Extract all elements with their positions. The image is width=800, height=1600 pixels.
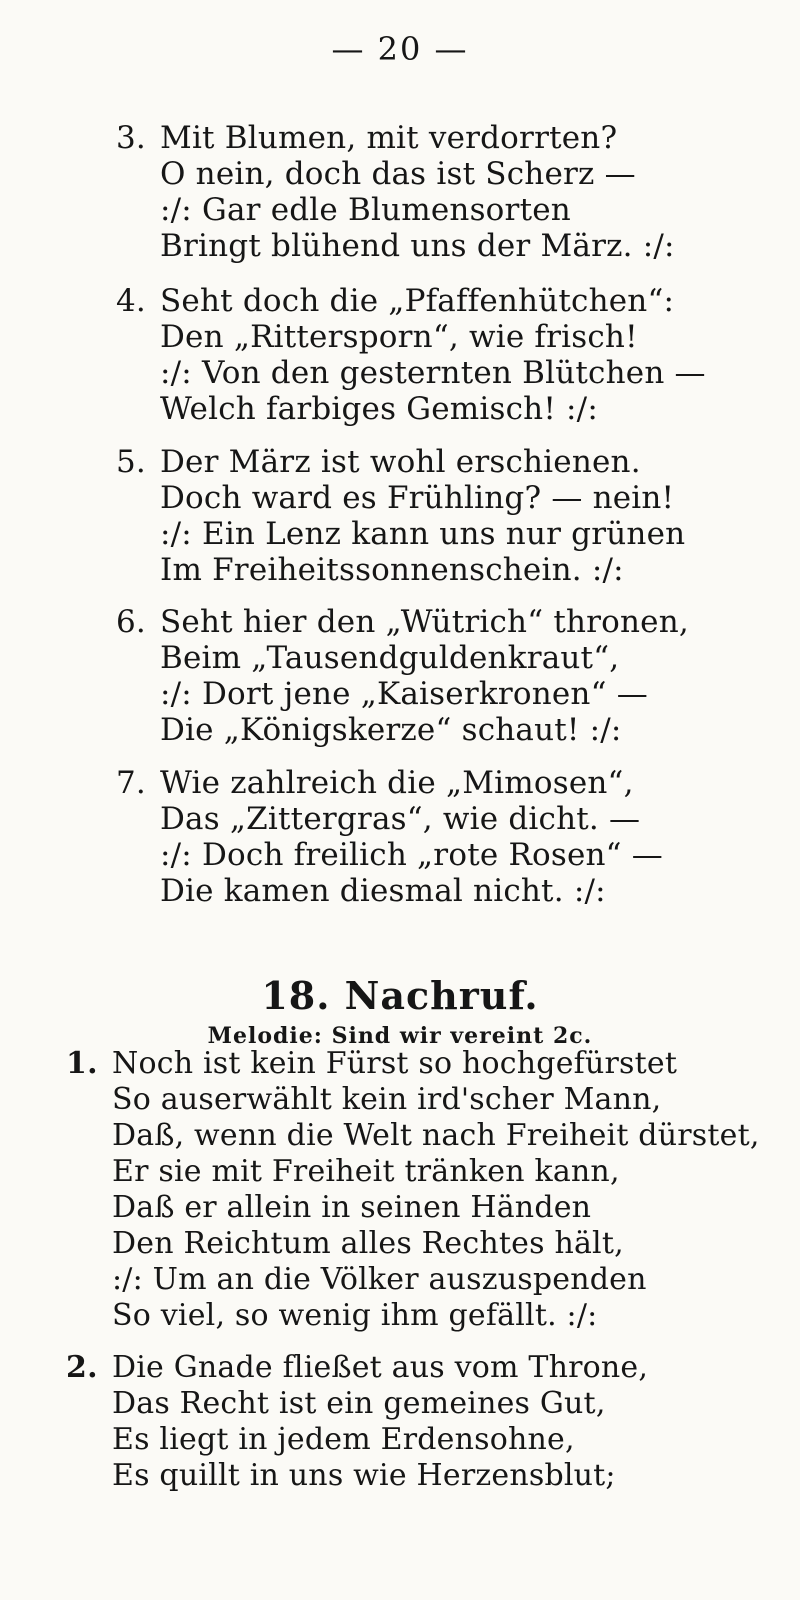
verse-text: So auserwählt kein ird'scher Mann, [112,1082,662,1117]
verse-number: 6. [116,604,146,640]
song18-verse-2 [66,1350,648,1494]
verse-text: Im Freiheitssonnenschein. :/: [160,552,624,588]
verse-text: Seht doch die „Pfaffenhütchen“: [160,283,675,319]
verse-text: Die „Königskerze“ schaut! :/: [160,712,622,748]
verse-text: :/: Gar edle Blumensorten [160,192,571,228]
verse-text: Daß er allein in seinen Händen [112,1190,592,1225]
verse-line [66,1046,760,1082]
verse-number: 3. [116,120,146,156]
verse-line [116,801,663,837]
verse-line [116,283,706,319]
verse-text: :/: Dort jene „Kaiserkronen“ — [160,676,648,712]
verse-line [116,604,689,640]
verse-7 [116,765,663,909]
verse-text: Daß, wenn die Welt nach Freiheit dürstet, [112,1118,760,1153]
melody-note: Melodie: Sind wir vereint 2c. [207,1023,593,1049]
verse-text: Er sie mit Freiheit tränken kann, [112,1154,620,1189]
verse-number: 5. [116,444,146,480]
verse-line [66,1298,760,1334]
verse-line [116,516,685,552]
verse-text: Den „Rittersporn“, wie frisch! [160,319,638,355]
verse-line [116,192,675,228]
verse-text: Der März ist wohl erschienen. [160,444,641,480]
verse-line [116,120,675,156]
verse-text: Doch ward es Frühling? — nein! [160,480,675,516]
verse-text: :/: Um an die Völker auszuspenden [112,1262,647,1297]
verse-line [116,156,675,192]
verse-text: Wie zahlreich die „Mimosen“, [160,765,634,801]
verse-number: 4. [116,283,146,319]
verse-4 [116,283,706,427]
verse-line [116,480,685,516]
verse-line [116,391,706,427]
verse-6 [116,604,689,748]
verse-number: 2. [66,1350,98,1385]
verse-line [116,552,685,588]
verse-text: :/: Doch freilich „rote Rosen“ — [160,837,663,873]
song-title: 18. Nachruf. [261,973,539,1018]
verse-line [116,640,689,676]
verse-line [116,444,685,480]
verse-line [66,1226,760,1262]
verse-line [116,355,706,391]
verse-3 [116,120,675,264]
verse-line [116,319,706,355]
verse-text: Welch farbiges Gemisch! :/: [160,391,598,427]
verse-line [66,1458,648,1494]
verse-number: 1. [66,1046,98,1081]
verse-text: :/: Von den gesternten Blütchen — [160,355,706,391]
verse-text: Die kamen diesmal nicht. :/: [160,873,606,909]
verse-line [116,837,663,873]
verse-number: 7. [116,765,146,801]
verse-text: So viel, so wenig ihm gefällt. :/: [112,1298,598,1333]
verse-line [66,1350,648,1386]
verse-text: Die Gnade fließet aus vom Throne, [112,1350,649,1385]
verse-line [66,1082,760,1118]
page-number: — 20 — [331,30,469,68]
verse-line [116,765,663,801]
verse-line [66,1422,648,1458]
verse-line [66,1190,760,1226]
verse-text: Das Recht ist ein gemeines Gut, [112,1386,606,1421]
verse-line [116,228,675,264]
verse-text: Es quillt in uns wie Herzensblut; [112,1458,616,1493]
verse-5 [116,444,685,588]
verse-text: Noch ist kein Fürst so hochgefürstet [112,1046,678,1081]
verse-text: :/: Ein Lenz kann uns nur grünen [160,516,686,552]
verse-line [116,712,689,748]
verse-line [116,873,663,909]
verse-text: Beim „Tausendguldenkraut“, [160,640,620,676]
verse-line [116,676,689,712]
song18-verse-1 [66,1046,760,1334]
verse-text: Seht hier den „Wütrich“ thronen, [160,604,689,640]
verse-text: Das „Zittergras“, wie dicht. — [160,801,641,837]
verse-line [66,1118,760,1154]
verse-text: Den Reichtum alles Rechtes hält, [112,1226,624,1261]
verse-line [66,1262,760,1298]
verse-text: O nein, doch das ist Scherz — [160,156,636,192]
verse-text: Es liegt in jedem Erdensohne, [112,1422,575,1457]
verse-line [66,1154,760,1190]
verse-text: Mit Blumen, mit verdorrten? [160,120,618,156]
verse-text: Bringt blühend uns der März. :/: [160,228,675,264]
verse-line [66,1386,648,1422]
